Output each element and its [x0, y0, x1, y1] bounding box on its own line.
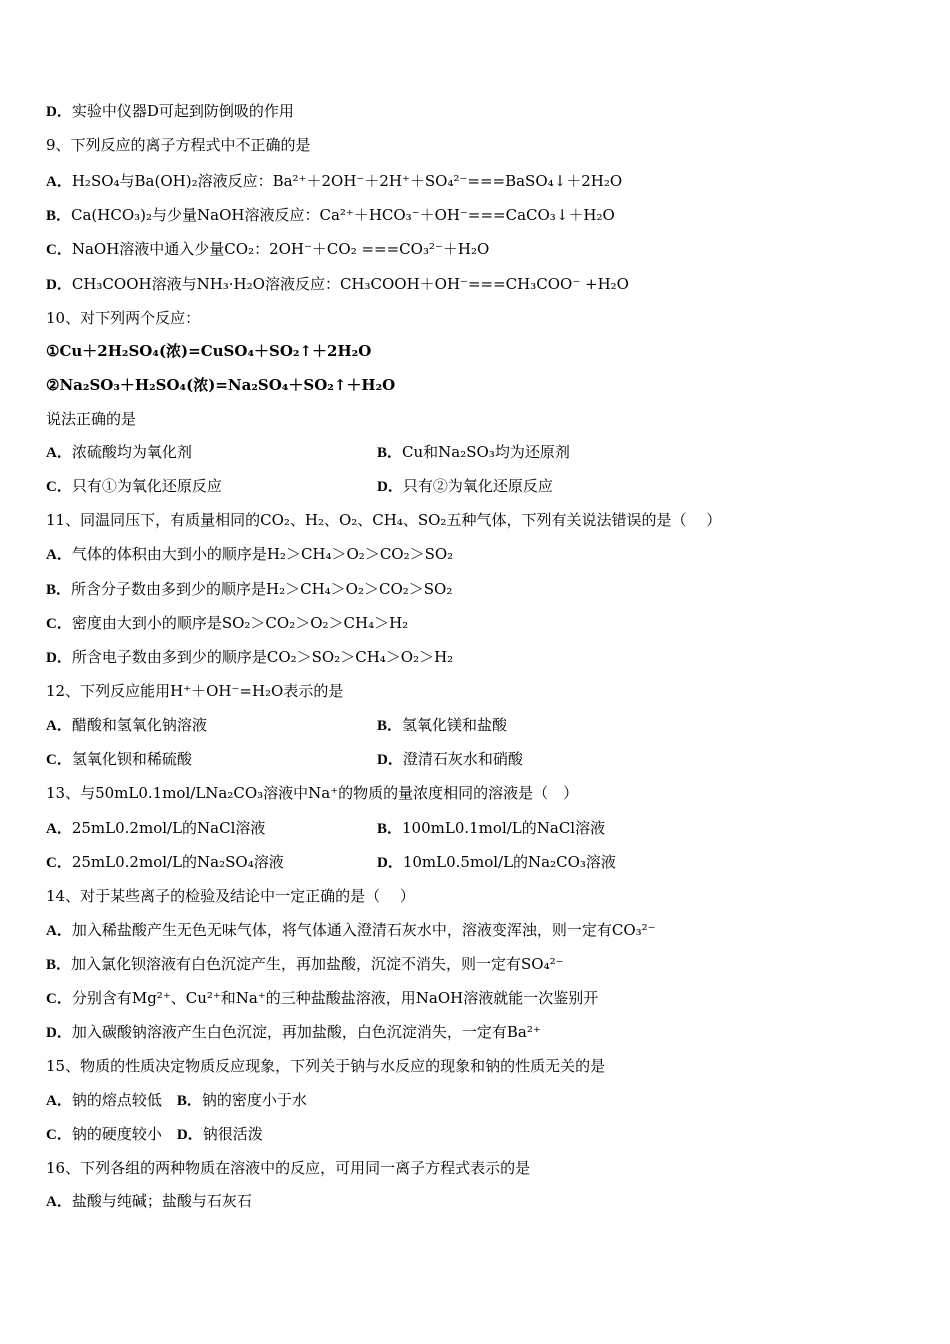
q11-stem: 11、同温同压下，有质量相同的CO₂、H₂、O₂、CH₄、SO₂五种气体，下列有关说法错误的是（ ） — [46, 511, 722, 529]
q12-stem: 12、下列反应能用H⁺＋OH⁻=H₂O表示的是 — [46, 682, 344, 700]
option-label: B． — [46, 208, 72, 224]
option-label: B． — [176, 1093, 202, 1109]
option-label: B． — [46, 957, 72, 973]
option-label: D． — [46, 277, 72, 293]
q16-option-a — [46, 1191, 252, 1212]
option-label: A． — [46, 718, 72, 734]
option-label: B． — [377, 445, 403, 461]
option-text: 氢氧化镁和盐酸 — [402, 716, 508, 734]
option-label: D． — [377, 479, 403, 495]
option-text: 25mL0.2mol/L的Na₂SO₄溶液 — [71, 853, 284, 871]
option-text: 钠的硬度较小 — [71, 1125, 177, 1143]
option-label: A． — [46, 445, 72, 461]
option-label: D． — [176, 1127, 203, 1143]
q9-stem: 9、下列反应的离子方程式中不正确的是 — [46, 136, 311, 154]
q10-reaction-2: ②Na₂SO₃＋H₂SO₄(浓)=Na₂SO₄＋SO₂↑＋H₂O — [46, 376, 396, 394]
option-label: C． — [46, 242, 72, 258]
option-label: B． — [46, 582, 72, 598]
q13-option-c — [46, 852, 284, 873]
q11-option-b — [46, 579, 452, 600]
q8-option-d — [46, 101, 294, 122]
q14-option-d — [46, 1022, 541, 1043]
q11-option-d — [46, 647, 453, 668]
option-label: B． — [377, 821, 403, 837]
option-label: D． — [377, 752, 403, 768]
option-label: A． — [46, 1093, 72, 1109]
q12-option-b — [377, 715, 507, 736]
q13-option-d — [377, 852, 616, 873]
option-text: 钠的熔点较低 — [71, 1091, 177, 1109]
option-text: 25mL0.2mol/L的NaCl溶液 — [71, 819, 266, 837]
option-label: A． — [46, 1194, 72, 1210]
option-text: 醋酸和氢氧化钠溶液 — [71, 716, 207, 734]
option-text: 密度由大到小的顺序是SO₂＞CO₂＞O₂＞CH₄＞H₂ — [71, 614, 409, 632]
q14-option-b — [46, 954, 564, 975]
q9-option-b — [46, 205, 615, 226]
q10-stem: 10、对下列两个反应： — [46, 309, 201, 327]
option-label: B． — [377, 718, 403, 734]
option-label: C． — [46, 991, 72, 1007]
option-text: 钠很活泼 — [202, 1125, 263, 1143]
option-text: 所含分子数由多到少的顺序是H₂＞CH₄＞O₂＞CO₂＞SO₂ — [71, 580, 453, 598]
q10-option-c — [46, 476, 222, 497]
q10-option-b — [377, 442, 570, 463]
q9-option-c — [46, 239, 489, 260]
option-text: 澄清石灰水和硝酸 — [402, 750, 523, 768]
q14-option-c — [46, 988, 598, 1009]
q14-option-a — [46, 920, 656, 941]
option-label: A． — [46, 821, 72, 837]
option-text: NaOH溶液中通入少量CO₂：2OH⁻＋CO₂ ===CO₃²⁻＋H₂O — [71, 240, 490, 258]
q10-option-a — [46, 442, 192, 463]
option-label: C． — [46, 479, 72, 495]
option-text: Ca(HCO₃)₂与少量NaOH溶液反应：Ca²⁺＋HCO₃⁻＋OH⁻===CaCO₃↓＋H₂O — [71, 206, 615, 224]
option-label: D． — [377, 855, 403, 871]
q12-option-c — [46, 749, 192, 770]
option-text: 氢氧化钡和稀硫酸 — [71, 750, 192, 768]
q14-stem: 14、对于某些离子的检验及结论中一定正确的是（ ） — [46, 887, 415, 905]
q11-option-c — [46, 613, 408, 634]
option-label: C． — [46, 616, 72, 632]
q12-option-a — [46, 715, 207, 736]
option-text: 实验中仪器D可起到防倒吸的作用 — [71, 102, 294, 120]
q11-option-a — [46, 544, 453, 565]
option-text: 所含电子数由多到少的顺序是CO₂＞SO₂＞CH₄＞O₂＞H₂ — [71, 648, 454, 666]
option-text: 气体的体积由大到小的顺序是H₂＞CH₄＞O₂＞CO₂＞SO₂ — [71, 545, 454, 563]
option-text: 盐酸与纯碱；盐酸与石灰石 — [71, 1192, 252, 1210]
option-text: 100mL0.1mol/L的NaCl溶液 — [402, 819, 606, 837]
option-text: Cu和Na₂SO₃均为还原剂 — [402, 443, 570, 461]
q10-reaction-1: ①Cu＋2H₂SO₄(浓)=CuSO₄＋SO₂↑＋2H₂O — [46, 342, 372, 360]
option-label: D． — [46, 1025, 72, 1041]
q10-option-d — [377, 476, 553, 497]
q12-option-d — [377, 749, 523, 770]
option-text: 钠的密度小于水 — [201, 1091, 307, 1109]
option-label: A． — [46, 547, 72, 563]
option-text: CH₃COOH溶液与NH₃·H₂O溶液反应：CH₃COOH＋OH⁻===CH₃COO⁻ +H₂O — [71, 275, 629, 293]
option-text: 只有②为氧化还原反应 — [402, 477, 553, 495]
option-text: 加入氯化钡溶液有白色沉淀产生，再加盐酸，沉淀不消失，则一定有SO₄²⁻ — [71, 955, 564, 973]
q15-stem: 15、物质的性质决定物质反应现象，下列关于钠与水反应的现象和钠的性质无关的是 — [46, 1057, 606, 1075]
option-label: D． — [46, 650, 72, 666]
q16-stem: 16、下列各组的两种物质在溶液中的反应，可用同一离子方程式表示的是 — [46, 1159, 531, 1177]
q13-option-a — [46, 818, 265, 839]
option-text: 浓硫酸均为氧化剂 — [71, 443, 192, 461]
option-text: 分别含有Mg²⁺、Cu²⁺和Na⁺的三种盐酸盐溶液，用NaOH溶液就能一次鉴别开 — [71, 989, 599, 1007]
q13-option-b — [377, 818, 605, 839]
option-text: H₂SO₄与Ba(OH)₂溶液反应：Ba²⁺＋2OH⁻＋2H⁺＋SO₄²⁻===BaSO₄↓＋2H₂O — [71, 172, 623, 190]
q9-option-a — [46, 171, 622, 192]
option-label: D． — [46, 104, 72, 120]
option-label: C． — [46, 1127, 72, 1143]
option-text: 10mL0.5mol/L的Na₂CO₃溶液 — [402, 853, 616, 871]
q15-options-row-2 — [46, 1124, 263, 1145]
option-text: 加入碳酸钠溶液产生白色沉淀，再加盐酸，白色沉淀消失，一定有Ba²⁺ — [71, 1023, 541, 1041]
q10-question: 说法正确的是 — [46, 410, 137, 428]
option-text: 只有①为氧化还原反应 — [71, 477, 222, 495]
option-label: C． — [46, 752, 72, 768]
option-text: 加入稀盐酸产生无色无味气体，将气体通入澄清石灰水中，溶液变浑浊，则一定有CO₃²⁻ — [71, 921, 656, 939]
q15-options-row-1 — [46, 1090, 307, 1111]
q9-option-d — [46, 274, 629, 295]
q13-stem: 13、与50mL0.1mol/LNa₂CO₃溶液中Na⁺的物质的量浓度相同的溶液是（ ） — [46, 784, 579, 802]
option-label: A． — [46, 923, 72, 939]
option-label: A． — [46, 174, 72, 190]
option-label: C． — [46, 855, 72, 871]
